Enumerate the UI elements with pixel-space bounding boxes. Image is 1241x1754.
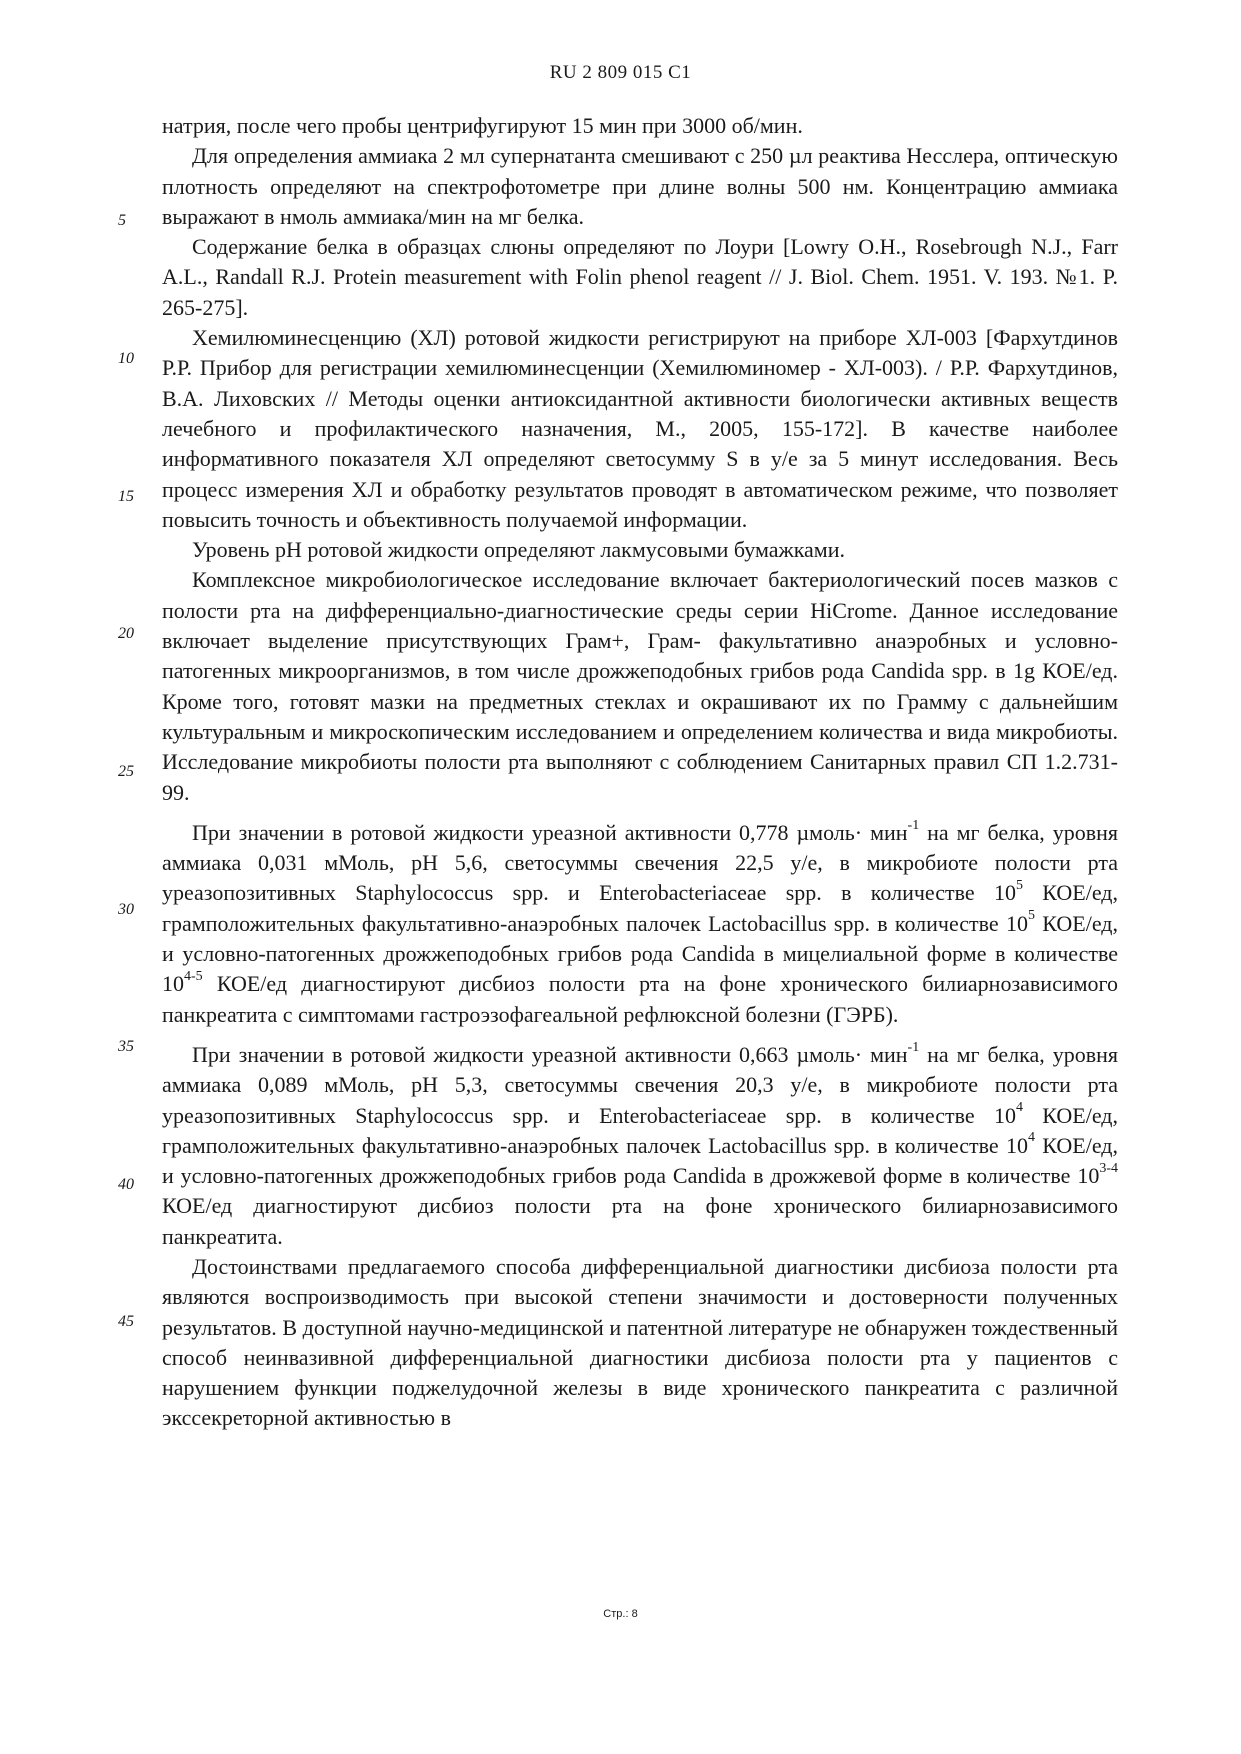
line-number: 30 [118,901,134,918]
superscript: 4 [1015,1100,1023,1116]
text-run: КОЕ/ед диагностируют дисбиоз полости рта на фоне хронического билиарнозависимого панкреатита. [162,1193,1118,1249]
line-number: 40 [118,1176,134,1193]
paragraph: Хемилюминесценцию (ХЛ) ротовой жидкости регистрируют на приборе ХЛ-003 [Фархутдинов Р.Р. Прибор для регистрации хемилюминесценции (Хемилюминомер - ХЛ-003). / Р.Р. Фархутдинов, В.А. Лиховских // Методы оценки антиоксидантной активности биологически активных веществ лечебного и профилактического назначения, М., 2005, 155-172]. В качестве наиболее информативного показателя ХЛ определяют светосумму S в у/е за 5 минут исследования. Весь процесс измерения ХЛ и обработку результатов проводят в автоматическом режиме, что позволяет повысить точность и объективность получаемой информации. [162,325,1118,532]
document-header: RU 2 809 015 C1 [549,62,692,83]
superscript: -1 [907,1039,920,1055]
text-run: КОЕ/ед диагностируют дисбиоз полости рта на фоне хронического билиарнозависимого панкреатита с симптомами гастроэзофагеальной рефлюксной болезни (ГЭРБ). [162,971,1118,1027]
line-number: 45 [118,1313,134,1330]
line-number: 5 [118,212,126,229]
paragraph: Комплексное микробиологическое исследование включает бактериологический посев мазков с полости рта на дифференциально-диагностические среды серии HiCrome. Данное исследование включает выделение присутствующих Грам+, Грам- факультативно анаэробных и условно-патогенных микроорганизмов, в том числе дрожжеподобных грибов рода Candida spp. в 1g КОЕ/ед. Кроме того, готовят мазки на предметных стеклах и окрашивают их по Грамму с дальнейшим культуральным и микроскопическим исследованием и определением количества и вида микробиоты. Исследование микробиоты полости рта выполняют с соблюдением Санитарных правил СП 1.2.731-99. [162,567,1118,805]
page-number: Стр.: 8 [603,1608,638,1620]
text-run: КОЕ/ед, грамположительных факультативно-анаэробных палочек Lactobacillus spp. в количестве 10 [162,1102,1119,1158]
text-run: КОЕ/ед, и условно-патогенных дрожжеподобных грибов рода Candida в мицелиальной форме в количестве 10 [162,910,1118,997]
text-run: При значении в ротовой жидкости уреазной активности 0,663 µмоль· мин [192,1041,908,1067]
paragraph: Уровень pH ротовой жидкости определяют лакмусовыми бумажками. [192,537,846,563]
superscript: 5 [1027,908,1035,924]
body-text [162,111,1118,1434]
superscript: -1 [907,817,920,833]
paragraph [162,1040,1118,1252]
superscript: 3-4 [1099,1160,1118,1176]
paragraph: Достоинствами предлагаемого способа дифференциальной диагностики дисбиоза полости рта являются воспроизводимость при высокой степени значимости и достоверности полученных результатов. В доступной научно-медицинской и патентной литературе не обнаружен тождественный способ неинвазивной дифференциальной диагностики дисбиоза полости рта у пациентов с нарушением функции поджелудочной железы в виде хронического панкреатита с различной экссекреторной активностью в [162,1253,1118,1431]
text-run: на мг белка, уровня аммиака 0,031 мМоль, pH 5,6, светосуммы свечения 22,5 у/е, в микробиоте полости рта уреазопозитивных Staphylococcus spp. и Enterobacteriaceae spp. в количестве 10 [162,819,1119,906]
paragraph: Содержание белка в образцах слюны определяют по Лоури [Lowry O.H., Rosebrough N.J., Farr A.L., Randall R.J. Protein measurement with Folin phenol reagent // J. Biol. Chem. 1951. V. 193. №1. P. 265-275]. [162,234,1118,320]
line-number: 25 [118,763,134,780]
text-run: на мг белка, уровня аммиака 0,089 мМоль, pH 5,3, светосуммы свечения 20,3 у/е, в микробиоте полости рта уреазопозитивных Staphylococcus spp. и Enterobacteriaceae spp. в количестве 10 [162,1041,1119,1128]
line-number: 10 [118,350,134,367]
text-run: КОЕ/ед, грамположительных факультативно-анаэробных палочек Lactobacillus spp. в количестве 10 [162,880,1119,936]
superscript: 4 [1027,1130,1035,1146]
line-number: 20 [118,625,134,642]
text-run: При значении в ротовой жидкости уреазной активности 0,778 µмоль· мин [192,819,908,845]
superscript: 5 [1015,878,1023,894]
paragraph: Для определения аммиака 2 мл супернатанта смешивают с 250 µл реактива Несслера, оптическую плотность определяют на спектрофотометре при длине волны 500 нм. Концентрацию аммиака выражают в нмоль аммиака/мин на мг белка. [162,143,1118,229]
paragraph: натрия, после чего пробы центрифугируют 15 мин при 3000 об/мин. [162,113,803,138]
superscript: 4-5 [184,968,203,984]
line-number: 35 [118,1038,134,1055]
text-run: КОЕ/ед, и условно-патогенных дрожжеподобных грибов рода Candida в дрожжевой форме в количестве 10 [162,1132,1118,1189]
line-number: 15 [118,488,134,505]
paragraph [162,818,1118,1030]
